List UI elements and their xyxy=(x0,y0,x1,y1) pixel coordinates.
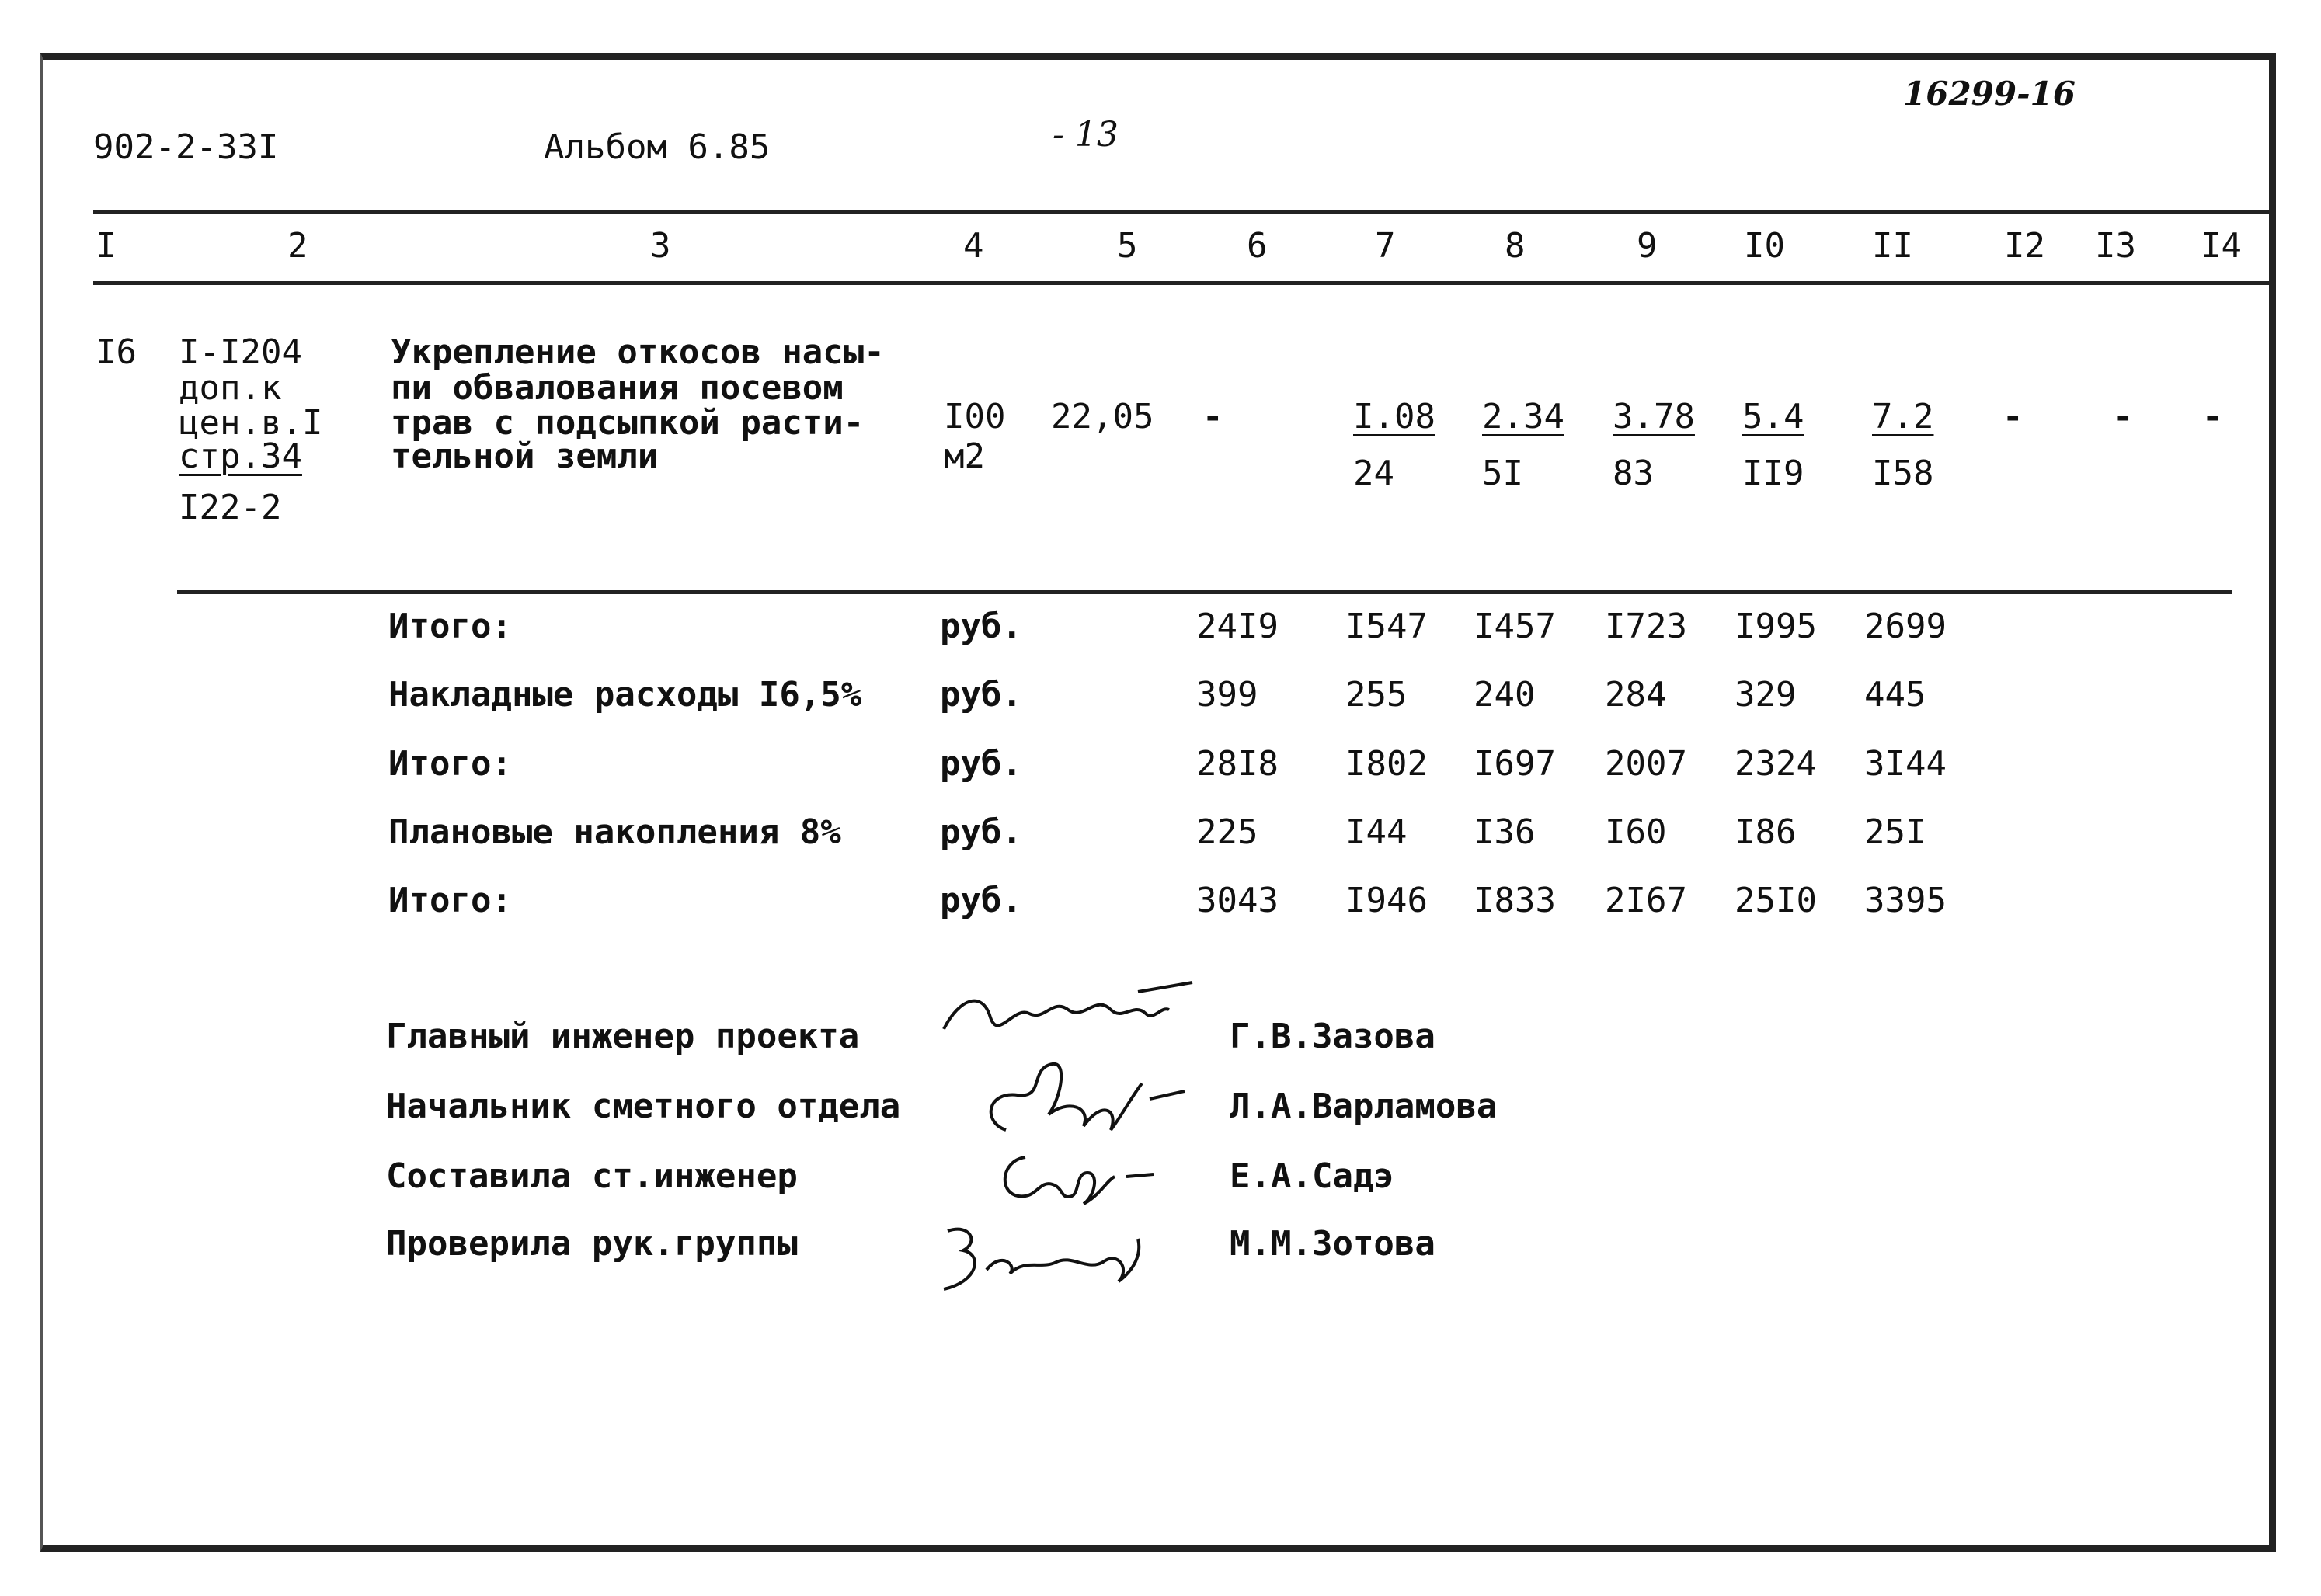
item-code-line: I22-2 xyxy=(179,488,282,527)
totals-value: I995 xyxy=(1735,607,1817,646)
totals-value: I547 xyxy=(1345,607,1428,646)
item-description-line: тельной земли xyxy=(391,436,659,476)
column-header: I2 xyxy=(2004,226,2045,266)
totals-value: I60 xyxy=(1605,812,1667,852)
totals-label: Плановые накопления 8% xyxy=(388,812,841,852)
totals-value: 329 xyxy=(1735,675,1797,715)
page-number: - 13 xyxy=(1053,115,1119,155)
column-header: I3 xyxy=(2095,226,2136,266)
totals-value: 24I9 xyxy=(1196,607,1279,646)
totals-value: 399 xyxy=(1196,675,1258,715)
handwritten-signature xyxy=(932,1215,1165,1305)
column-header: 8 xyxy=(1505,226,1526,266)
item-col13-dash: - xyxy=(2113,397,2134,436)
signature-role: Главный инженер проекта xyxy=(386,1017,860,1056)
header-bottom-rule xyxy=(93,281,2270,285)
column-header: 2 xyxy=(287,226,308,266)
item-description-line: Укрепление откосов насы- xyxy=(391,332,885,372)
column-header: I0 xyxy=(1744,226,1785,266)
column-header: 6 xyxy=(1247,226,1268,266)
totals-rule xyxy=(177,590,2232,594)
signature-name: М.М.Зотова xyxy=(1230,1224,1435,1264)
item-col14-dash: - xyxy=(2202,397,2223,436)
item-value-top: 7.2 xyxy=(1872,397,1934,436)
item-code-line: I-I204 xyxy=(179,332,302,372)
item-value-bottom: II9 xyxy=(1742,454,1804,493)
item-description-line: трав с подсыпкой расти- xyxy=(391,403,865,443)
item-description-line: пи обвалования посевом xyxy=(391,368,844,408)
column-header: I4 xyxy=(2201,226,2242,266)
doc-code: 902-2-33I xyxy=(93,127,279,167)
totals-value: 2007 xyxy=(1605,744,1687,784)
totals-value: 25I xyxy=(1864,812,1926,852)
item-value-bottom: I58 xyxy=(1872,454,1934,493)
totals-value: 25I0 xyxy=(1735,881,1817,920)
signature-name: Л.А.Варламова xyxy=(1230,1087,1498,1126)
totals-value: I723 xyxy=(1605,607,1687,646)
totals-value: 2699 xyxy=(1864,607,1947,646)
totals-value: 2324 xyxy=(1735,744,1817,784)
signature-role: Начальник сметного отдела xyxy=(386,1087,901,1126)
item-unit-line: м2 xyxy=(944,436,985,476)
totals-value: 240 xyxy=(1474,675,1536,715)
item-value-top: 2.34 xyxy=(1482,397,1564,436)
totals-value: I86 xyxy=(1735,812,1797,852)
totals-value: 3395 xyxy=(1864,881,1947,920)
album-label: Альбом 6.85 xyxy=(544,127,771,167)
column-header: 3 xyxy=(650,226,671,266)
totals-value: I833 xyxy=(1474,881,1556,920)
totals-value: 225 xyxy=(1196,812,1258,852)
item-value-bottom: 83 xyxy=(1613,454,1654,493)
item-unit-line: I00 xyxy=(944,397,1006,436)
totals-label: Накладные расходы I6,5% xyxy=(388,675,862,715)
totals-value: I802 xyxy=(1345,744,1428,784)
totals-value: 255 xyxy=(1345,675,1408,715)
totals-unit: руб. xyxy=(940,812,1022,852)
item-col6-dash: - xyxy=(1202,397,1223,436)
item-value-bottom: 24 xyxy=(1353,454,1394,493)
totals-label: Итого: xyxy=(388,744,512,784)
item-value-top: 5.4 xyxy=(1742,397,1804,436)
item-col12-dash: - xyxy=(2003,397,2023,436)
totals-label: Итого: xyxy=(388,881,512,920)
totals-label: Итого: xyxy=(388,607,512,646)
totals-value: I36 xyxy=(1474,812,1536,852)
signature-role: Составила ст.инженер xyxy=(386,1156,798,1196)
totals-value: 445 xyxy=(1864,675,1926,715)
totals-value: 3I44 xyxy=(1864,744,1947,784)
signature-name: Г.В.Зазова xyxy=(1230,1017,1435,1056)
item-quantity: 22,05 xyxy=(1051,397,1154,436)
totals-value: I946 xyxy=(1345,881,1428,920)
handwritten-signature xyxy=(936,975,1200,1060)
totals-unit: руб. xyxy=(940,607,1022,646)
totals-value: I44 xyxy=(1345,812,1408,852)
totals-value: 2I67 xyxy=(1605,881,1687,920)
totals-unit: руб. xyxy=(940,744,1022,784)
totals-value: I697 xyxy=(1474,744,1556,784)
column-header: 5 xyxy=(1117,226,1138,266)
item-value-top: I.08 xyxy=(1353,397,1435,436)
column-header: II xyxy=(1872,226,1913,266)
signature-name: Е.А.Садэ xyxy=(1230,1156,1394,1196)
handwritten-signature xyxy=(975,1052,1208,1146)
header-top-rule xyxy=(93,210,2270,214)
column-header: 4 xyxy=(963,226,984,266)
archive-stamp: 16299-16 xyxy=(1903,75,2076,113)
totals-value: 3043 xyxy=(1196,881,1279,920)
item-number: I6 xyxy=(96,332,137,372)
signature-role: Проверила рук.группы xyxy=(386,1224,798,1264)
item-code-line: стр.34 xyxy=(179,436,302,476)
page-frame xyxy=(40,53,2276,1552)
item-value-bottom: 5I xyxy=(1482,454,1523,493)
handwritten-signature xyxy=(990,1142,1161,1212)
totals-value: 28I8 xyxy=(1196,744,1279,784)
item-code-line: цен.в.I xyxy=(179,403,323,443)
totals-value: 284 xyxy=(1605,675,1667,715)
column-header: I xyxy=(96,226,117,266)
item-value-top: 3.78 xyxy=(1613,397,1695,436)
column-header: 7 xyxy=(1375,226,1396,266)
column-header: 9 xyxy=(1637,226,1658,266)
totals-unit: руб. xyxy=(940,675,1022,715)
item-code-line: доп.к xyxy=(179,368,282,408)
totals-value: I457 xyxy=(1474,607,1556,646)
totals-unit: руб. xyxy=(940,881,1022,920)
